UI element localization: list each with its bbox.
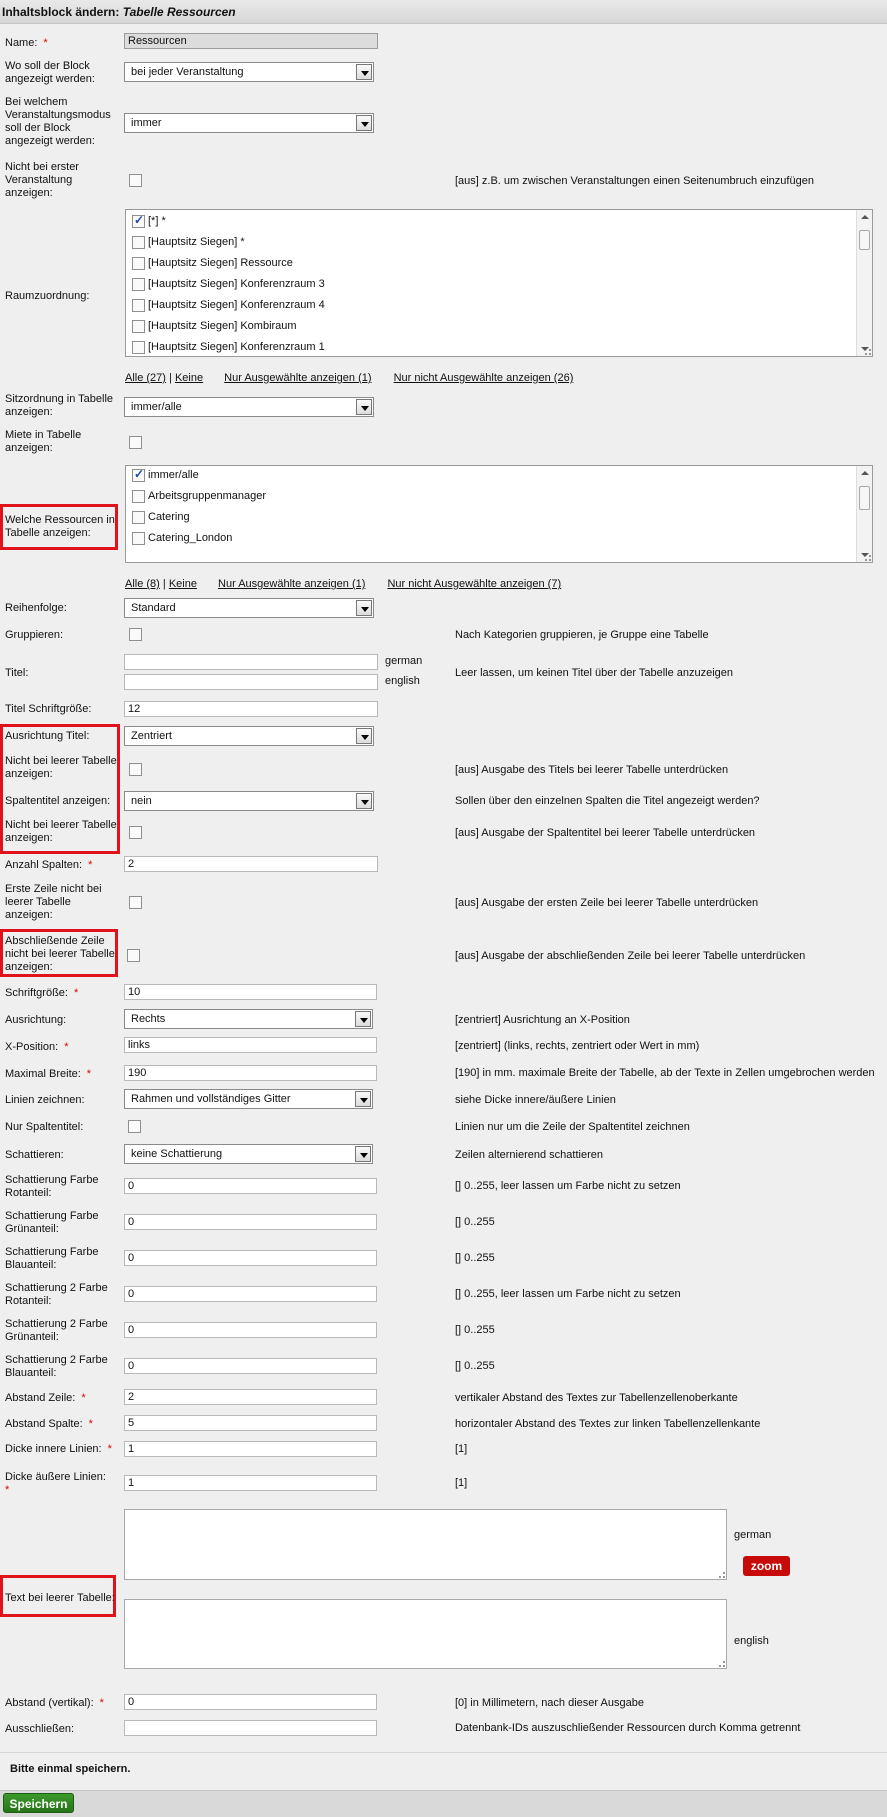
s2-gruen-input[interactable]: 0 [124,1322,377,1338]
wo-select[interactable]: bei jeder Veranstaltung [124,62,374,82]
s1-blau-help: [] 0..255 [455,1252,495,1264]
s1-gruen-help: [] 0..255 [455,1216,495,1228]
titel-german-input[interactable] [124,654,378,670]
s2-gruen-help: [] 0..255 [455,1324,495,1336]
dicke-innen-help: [1] [455,1443,468,1455]
s2-blau-help: [] 0..255 [455,1360,495,1372]
ress-item-checkbox[interactable] [132,490,145,503]
chevron-down-icon [356,115,372,131]
spaltentitel-label: Spaltentitel anzeigen: [5,795,111,807]
raum-item-checkbox[interactable] [132,320,145,333]
spaltentitel-help: Sollen über den einzelnen Spalten die Titel angezeigt werden? [455,795,760,807]
name-input[interactable]: Ressourcen [124,33,378,49]
ab-vert-input[interactable]: 0 [124,1694,377,1710]
reihen-select[interactable]: Standard [124,598,374,618]
scrollbar[interactable] [856,210,872,356]
schatt-label: Schattieren: [5,1149,64,1161]
grupp-help: Nach Kategorien gruppieren, je Gruppe eine Tabelle [455,629,709,641]
s2-gruen-label: Schattierung 2 Farbe Grünanteil: [5,1318,108,1343]
select-none-link[interactable]: Keine [168,578,197,590]
s1-rot-label: Schattierung Farbe Rotanteil: [5,1174,99,1199]
grupp-label: Gruppieren: [5,629,64,641]
s2-rot-input[interactable]: 0 [124,1286,377,1302]
dicke-aussen-input[interactable]: 1 [124,1475,377,1491]
s2-rot-help: [] 0..255, leer lassen um Farbe nicht zu setzen [455,1288,681,1300]
nicht-leer-spalten-checkbox[interactable] [129,826,142,839]
ab-zeile-label: Abstand Zeile: * [5,1392,86,1404]
page-header [0,0,887,24]
nicht-leer-titel-label: Nicht bei leerer Tabelle anzeigen: [5,755,117,780]
leer-text-label: Text bei leerer Tabelle: [5,1592,115,1604]
leer-text-english-textarea[interactable] [124,1599,727,1669]
s1-rot-help: [] 0..255, leer lassen um Farbe nicht zu setzen [455,1180,681,1192]
miete-checkbox[interactable] [129,436,142,449]
titel-size-label: Titel Schriftgröße: [5,703,92,715]
ress-item-checkbox[interactable] [132,469,145,482]
nicht-leer-titel-help: [aus] Ausgabe des Titels bei leerer Tabelle unterdrücken [455,764,729,776]
ab-vert-help: [0] in Millimetern, nach dieser Ausgabe [455,1697,644,1709]
ress-label: Welche Ressourcen in Tabelle anzeigen: [5,514,115,539]
raum-label: Raumzuordnung: [5,290,90,302]
raum-item-checkbox[interactable] [132,236,145,249]
ausschl-input[interactable] [124,1720,377,1736]
modus-label: Bei welchem Veranstaltungsmodus soll der Block angezeigt werden: [5,96,111,147]
s2-blau-label: Schattierung 2 Farbe Blauanteil: [5,1354,108,1379]
chevron-down-icon [355,1091,371,1107]
sitz-select[interactable]: immer/alle [124,397,374,417]
ab-spalte-label: Abstand Spalte: * [5,1418,93,1430]
titel-help: Leer lassen, um keinen Titel über der Tabelle anzuzeigen [455,667,734,679]
ress-listbox[interactable]: ✓ immer/alle Arbeitsgruppenmanager Catering Catering_London [125,465,873,563]
xpos-input[interactable]: links [124,1037,377,1053]
raum-item-checkbox[interactable] [132,278,145,291]
s1-gruen-input[interactable]: 0 [124,1214,377,1230]
scroll-up-icon[interactable] [861,215,869,219]
wo-label: Wo soll der Block angezeigt werden: [5,60,95,85]
ausschl-label: Ausschließen: [5,1723,75,1735]
nicht-erste-label: Nicht bei erster Veranstaltung anzeigen: [5,161,79,199]
nicht-erste-help: [aus] z.B. um zwischen Veranstaltungen einen Seitenumbruch einzufügen [455,175,814,187]
max-breite-input[interactable]: 190 [124,1065,377,1081]
show-unselected-link[interactable]: Nur nicht Ausgewählte anzeigen (7) [387,578,562,590]
nur-spalten-label: Nur Spaltentitel: [5,1121,84,1133]
dicke-aussen-label: Dicke äußere Linien: * [5,1471,106,1496]
resize-grip-icon[interactable] [865,555,871,561]
leer-text-german-textarea[interactable] [124,1509,727,1580]
raum-links: Alle (27) | Keine Nur Ausgewählte anzeigen (1) Nur nicht Ausgewählte anzeigen (26) [125,372,574,384]
raum-listbox[interactable]: ✓ [*] * [Hauptsitz Siegen] * [Hauptsitz Siegen] Ressource [Hauptsitz Siegen] Konferenzraum 3 [Hauptsitz Siegen] Konferenzraum 4 [Hauptsitz Siegen] Kombiraum [Hauptsitz Siegen] Konferenzraum 1 [125,209,873,357]
titel-english-input[interactable] [124,674,378,690]
header-prefix: Inhaltsblock ändern: [2,5,120,19]
zoom-button[interactable]: zoom [743,1556,790,1576]
nicht-erste-checkbox[interactable] [129,174,142,187]
xpos-label: X-Position: * [5,1041,69,1053]
anz-spalten-input[interactable]: 2 [124,856,378,872]
s2-blau-input[interactable]: 0 [124,1358,377,1374]
chevron-down-icon [355,1011,371,1027]
max-breite-label: Maximal Breite: * [5,1068,92,1080]
header-title: Tabelle Ressourcen [122,5,236,19]
ab-zeile-input[interactable]: 2 [124,1389,377,1405]
raum-item-checkbox[interactable] [132,299,145,312]
modus-select[interactable]: immer [124,113,374,133]
footer-bar [0,1790,887,1817]
select-all-link[interactable]: Alle (27) [125,372,166,384]
linien-label: Linien zeichnen: [5,1094,85,1106]
nicht-leer-spalten-label: Nicht bei leerer Tabelle anzeigen: [5,819,117,844]
scroll-thumb[interactable] [859,486,870,510]
anz-spalten-label: Anzahl Spalten: * [5,859,93,871]
leer-text-lang-english: english [734,1635,769,1647]
name-label: Name: * [5,37,48,49]
s2-rot-label: Schattierung 2 Farbe Rotanteil: [5,1282,108,1307]
schrift-input[interactable]: 10 [124,984,377,1000]
ab-vert-label: Abstand (vertikal): * [5,1697,104,1709]
ab-spalte-input[interactable]: 5 [124,1415,377,1431]
nicht-leer-spalten-help: [aus] Ausgabe der Spaltentitel bei leerer Tabelle unterdrücken [455,827,756,839]
max-breite-help: [190] in mm. maximale Breite der Tabelle, ab der Texte in Zellen umgebrochen werden [455,1067,875,1079]
titel-lang-english: english [385,675,420,687]
s1-blau-label: Schattierung Farbe Blauanteil: [5,1246,99,1271]
ab-zeile-help: vertikaler Abstand des Textes zur Tabellenzellenoberkante [455,1392,738,1404]
select-all-link[interactable]: Alle (8) [125,578,160,590]
ausschl-help: Datenbank-IDs auszuschließender Ressourcen durch Komma getrennt [455,1722,801,1734]
save-hint: Bitte einmal speichern. [10,1763,131,1775]
scroll-thumb[interactable] [859,230,870,250]
raum-item-checkbox[interactable] [132,257,145,270]
resize-grip-icon[interactable] [865,349,871,355]
nur-spalten-help: Linien nur um die Zeile der Spaltentitel zeichnen [455,1121,690,1133]
erste-zeile-checkbox[interactable] [129,896,142,909]
abschl-zeile-label: Abschließende Zeile nicht bei leerer Tabelle anzeigen: [5,935,115,973]
erste-zeile-help: [aus] Ausgabe der ersten Zeile bei leerer Tabelle unterdrücken [455,897,759,909]
abschl-zeile-checkbox[interactable] [127,949,140,962]
titel-lang-german: german [385,655,423,667]
ab-spalte-help: horizontaler Abstand des Textes zur linken Tabellenzellenkante [455,1418,761,1430]
titel-label: Titel: [5,667,29,679]
grupp-checkbox[interactable] [129,628,142,641]
titel-size-input[interactable]: 12 [124,701,378,717]
chevron-down-icon [356,600,372,616]
sitz-label: Sitzordnung in Tabelle anzeigen: [5,393,114,418]
resize-grip-icon[interactable] [719,1572,725,1578]
raum-item-checkbox[interactable] [132,341,145,354]
ausr-titel-label: Ausrichtung Titel: [5,730,90,742]
chevron-down-icon [355,1146,371,1162]
chevron-down-icon [356,793,372,809]
chevron-down-icon [356,728,372,744]
ress-item-checkbox[interactable] [132,511,145,524]
schrift-label: Schriftgröße: * [5,987,79,999]
miete-label: Miete in Tabelle anzeigen: [5,429,82,454]
ress-links: Alle (8) | Keine Nur Ausgewählte anzeigen (1) Nur nicht Ausgewählte anzeigen (7) [125,578,562,590]
chevron-down-icon [356,64,372,80]
spaltentitel-select[interactable]: nein [124,791,374,811]
scroll-up-icon[interactable] [861,471,869,475]
linien-select[interactable]: Rahmen und vollständiges Gitter [124,1089,373,1109]
abschl-zeile-help: [aus] Ausgabe der abschließenden Zeile bei leerer Tabelle unterdrücken [455,950,806,962]
s1-rot-input[interactable]: 0 [124,1178,377,1194]
s1-blau-input[interactable]: 0 [124,1250,377,1266]
leer-text-lang-german: german [734,1529,772,1541]
nur-spalten-checkbox[interactable] [128,1120,141,1133]
schatt-select[interactable]: keine Schattierung [124,1144,373,1164]
ress-item-checkbox[interactable] [132,532,145,545]
show-selected-link[interactable]: Nur Ausgewählte anzeigen (1) [224,372,372,384]
select-none-link[interactable]: Keine [174,372,204,384]
schatt-help: Zeilen alternierend schattieren [455,1149,603,1161]
s1-gruen-label: Schattierung Farbe Grünanteil: [5,1210,99,1235]
linien-help: siehe Dicke innere/äußere Linien [455,1094,616,1106]
dicke-innen-label: Dicke innere Linien: * [5,1443,112,1455]
show-unselected-link[interactable]: Nur nicht Ausgewählte anzeigen (26) [393,372,574,384]
dicke-innen-input[interactable]: 1 [124,1441,377,1457]
save-button[interactable]: Speichern [3,1793,74,1813]
divider [0,1752,887,1753]
raum-item-checkbox[interactable] [132,215,145,228]
xpos-help: [zentriert] (links, rechts, zentriert oder Wert in mm) [455,1040,700,1052]
ausr-select[interactable]: Rechts [124,1009,373,1029]
chevron-down-icon [356,399,372,415]
erste-zeile-label: Erste Zeile nicht bei leerer Tabelle anzeigen: [5,883,102,921]
show-selected-link[interactable]: Nur Ausgewählte anzeigen (1) [218,578,366,590]
ausr-help: [zentriert] Ausrichtung an X-Position [455,1014,630,1026]
ausr-titel-select[interactable]: Zentriert [124,726,374,746]
dicke-aussen-help: [1] [455,1477,468,1489]
reihen-label: Reihenfolge: [5,602,67,614]
scrollbar[interactable] [856,466,872,562]
ausr-label: Ausrichtung: [5,1014,67,1026]
resize-grip-icon[interactable] [719,1661,725,1667]
nicht-leer-titel-checkbox[interactable] [129,763,142,776]
